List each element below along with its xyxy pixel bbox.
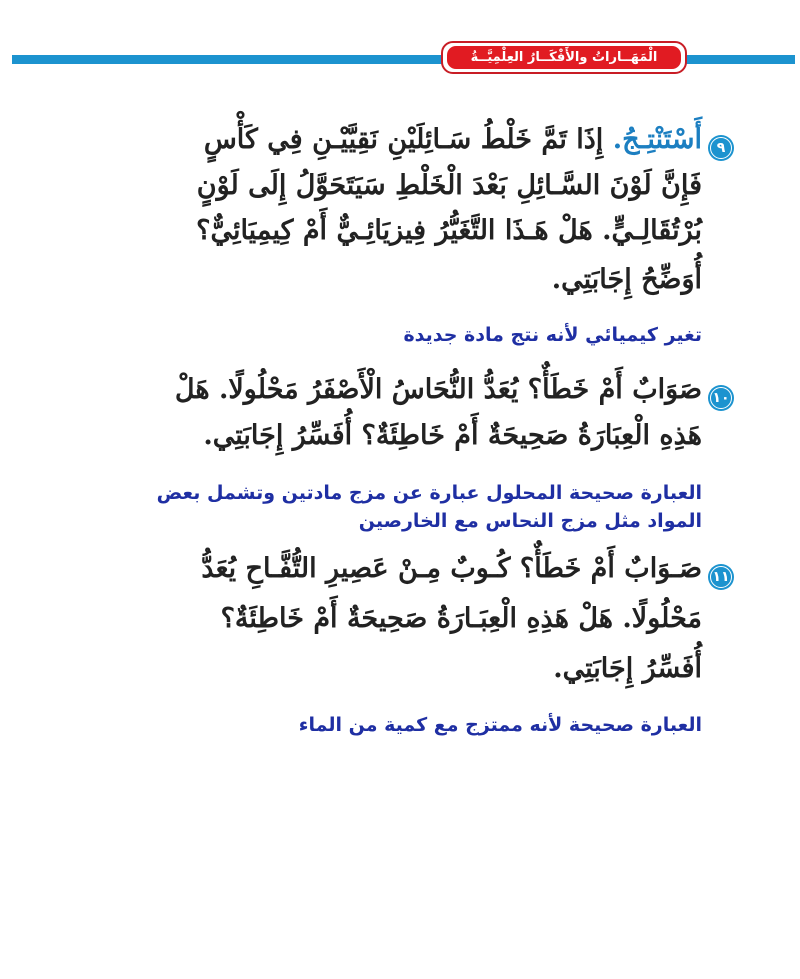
section-banner bbox=[441, 41, 687, 74]
question-10-number-badge bbox=[708, 385, 734, 411]
section-title: الْمَهَــاراتُ والأَفْكَــارُ العِلْمِيَّــةُ bbox=[447, 46, 681, 69]
question-10-line-1 bbox=[175, 374, 702, 405]
question-11-number: ١١ bbox=[712, 569, 730, 585]
question-9-line-3: بُرْتُقَالِـيٍّ. هَلْ هَـذَا التَّغَيُّرُ فِيزيَائِـيٌّ أَمْ كِيمِيَائِيٌّ؟ bbox=[196, 215, 702, 246]
question-10-number: ١٠ bbox=[712, 390, 730, 406]
question-9-number: ٩ bbox=[716, 140, 726, 156]
question-11-line-2: مَحْلُولًا. هَلْ هَذِهِ الْعِبَـارَةُ صَحِيحَةٌ أَمْ خَاطِئَةٌ؟ bbox=[220, 603, 702, 634]
question-11-line-1 bbox=[201, 553, 702, 584]
question-11-number-badge bbox=[708, 564, 734, 590]
question-11-answer: العبارة صحيحة لأنه ممتزج مع كمية من الماء bbox=[298, 714, 702, 736]
question-10-answer-line-2: المواد مثل مزج النحاس مع الخارصين bbox=[358, 510, 702, 532]
question-11-text-1: كُـوبٌ مِـنْ عَصِيرِ التُّفَّـاحِ يُعَدُّ bbox=[201, 553, 511, 584]
question-9-line-2: فَإِنَّ لَوْنَ السَّـائِلِ بَعْدَ الْخَلْطِ سَيَتَحَوَّلُ إِلَى لَوْنٍ bbox=[196, 170, 702, 201]
question-9-line-4: أُوَضِّحُ إِجَابَتِي. bbox=[551, 264, 702, 295]
question-11-line-3: أُفَسِّرُ إِجَابَتِي. bbox=[553, 653, 702, 684]
question-9-number-badge bbox=[708, 135, 734, 161]
question-9-text-1: إِذَا تَمَّ خَلْطُ سَـائِلَيْنِ نَقِيَّيْـنِ فِي كَأْسٍ bbox=[203, 124, 604, 155]
question-9-line-1 bbox=[204, 124, 702, 155]
question-9-answer: تغير كيميائي لأنه نتج مادة جديدة bbox=[403, 324, 702, 346]
question-11-keyword: صَـوَابٌ أَمْ خَطَأٌ؟ bbox=[519, 553, 702, 584]
question-9-keyword: أَسْتَنْتِـجُ. bbox=[612, 124, 702, 155]
question-10-keyword: صَوَابٌ أَمْ خَطَأٌ؟ bbox=[527, 374, 702, 405]
question-10-line-2: هَذِهِ الْعِبَارَةُ صَحِيحَةٌ أَمْ خَاطِئَةٌ؟ أُفَسِّرُ إِجَابَتِي. bbox=[203, 420, 702, 451]
question-10-text-1: يُعَدُّ النُّحَاسُ الْأَصْفَرُ مَحْلُولًا. هَلْ bbox=[174, 374, 519, 405]
question-10-answer-line-1: العبارة صحيحة المحلول عبارة عن مزج مادتين وتشمل بعض bbox=[156, 482, 702, 504]
